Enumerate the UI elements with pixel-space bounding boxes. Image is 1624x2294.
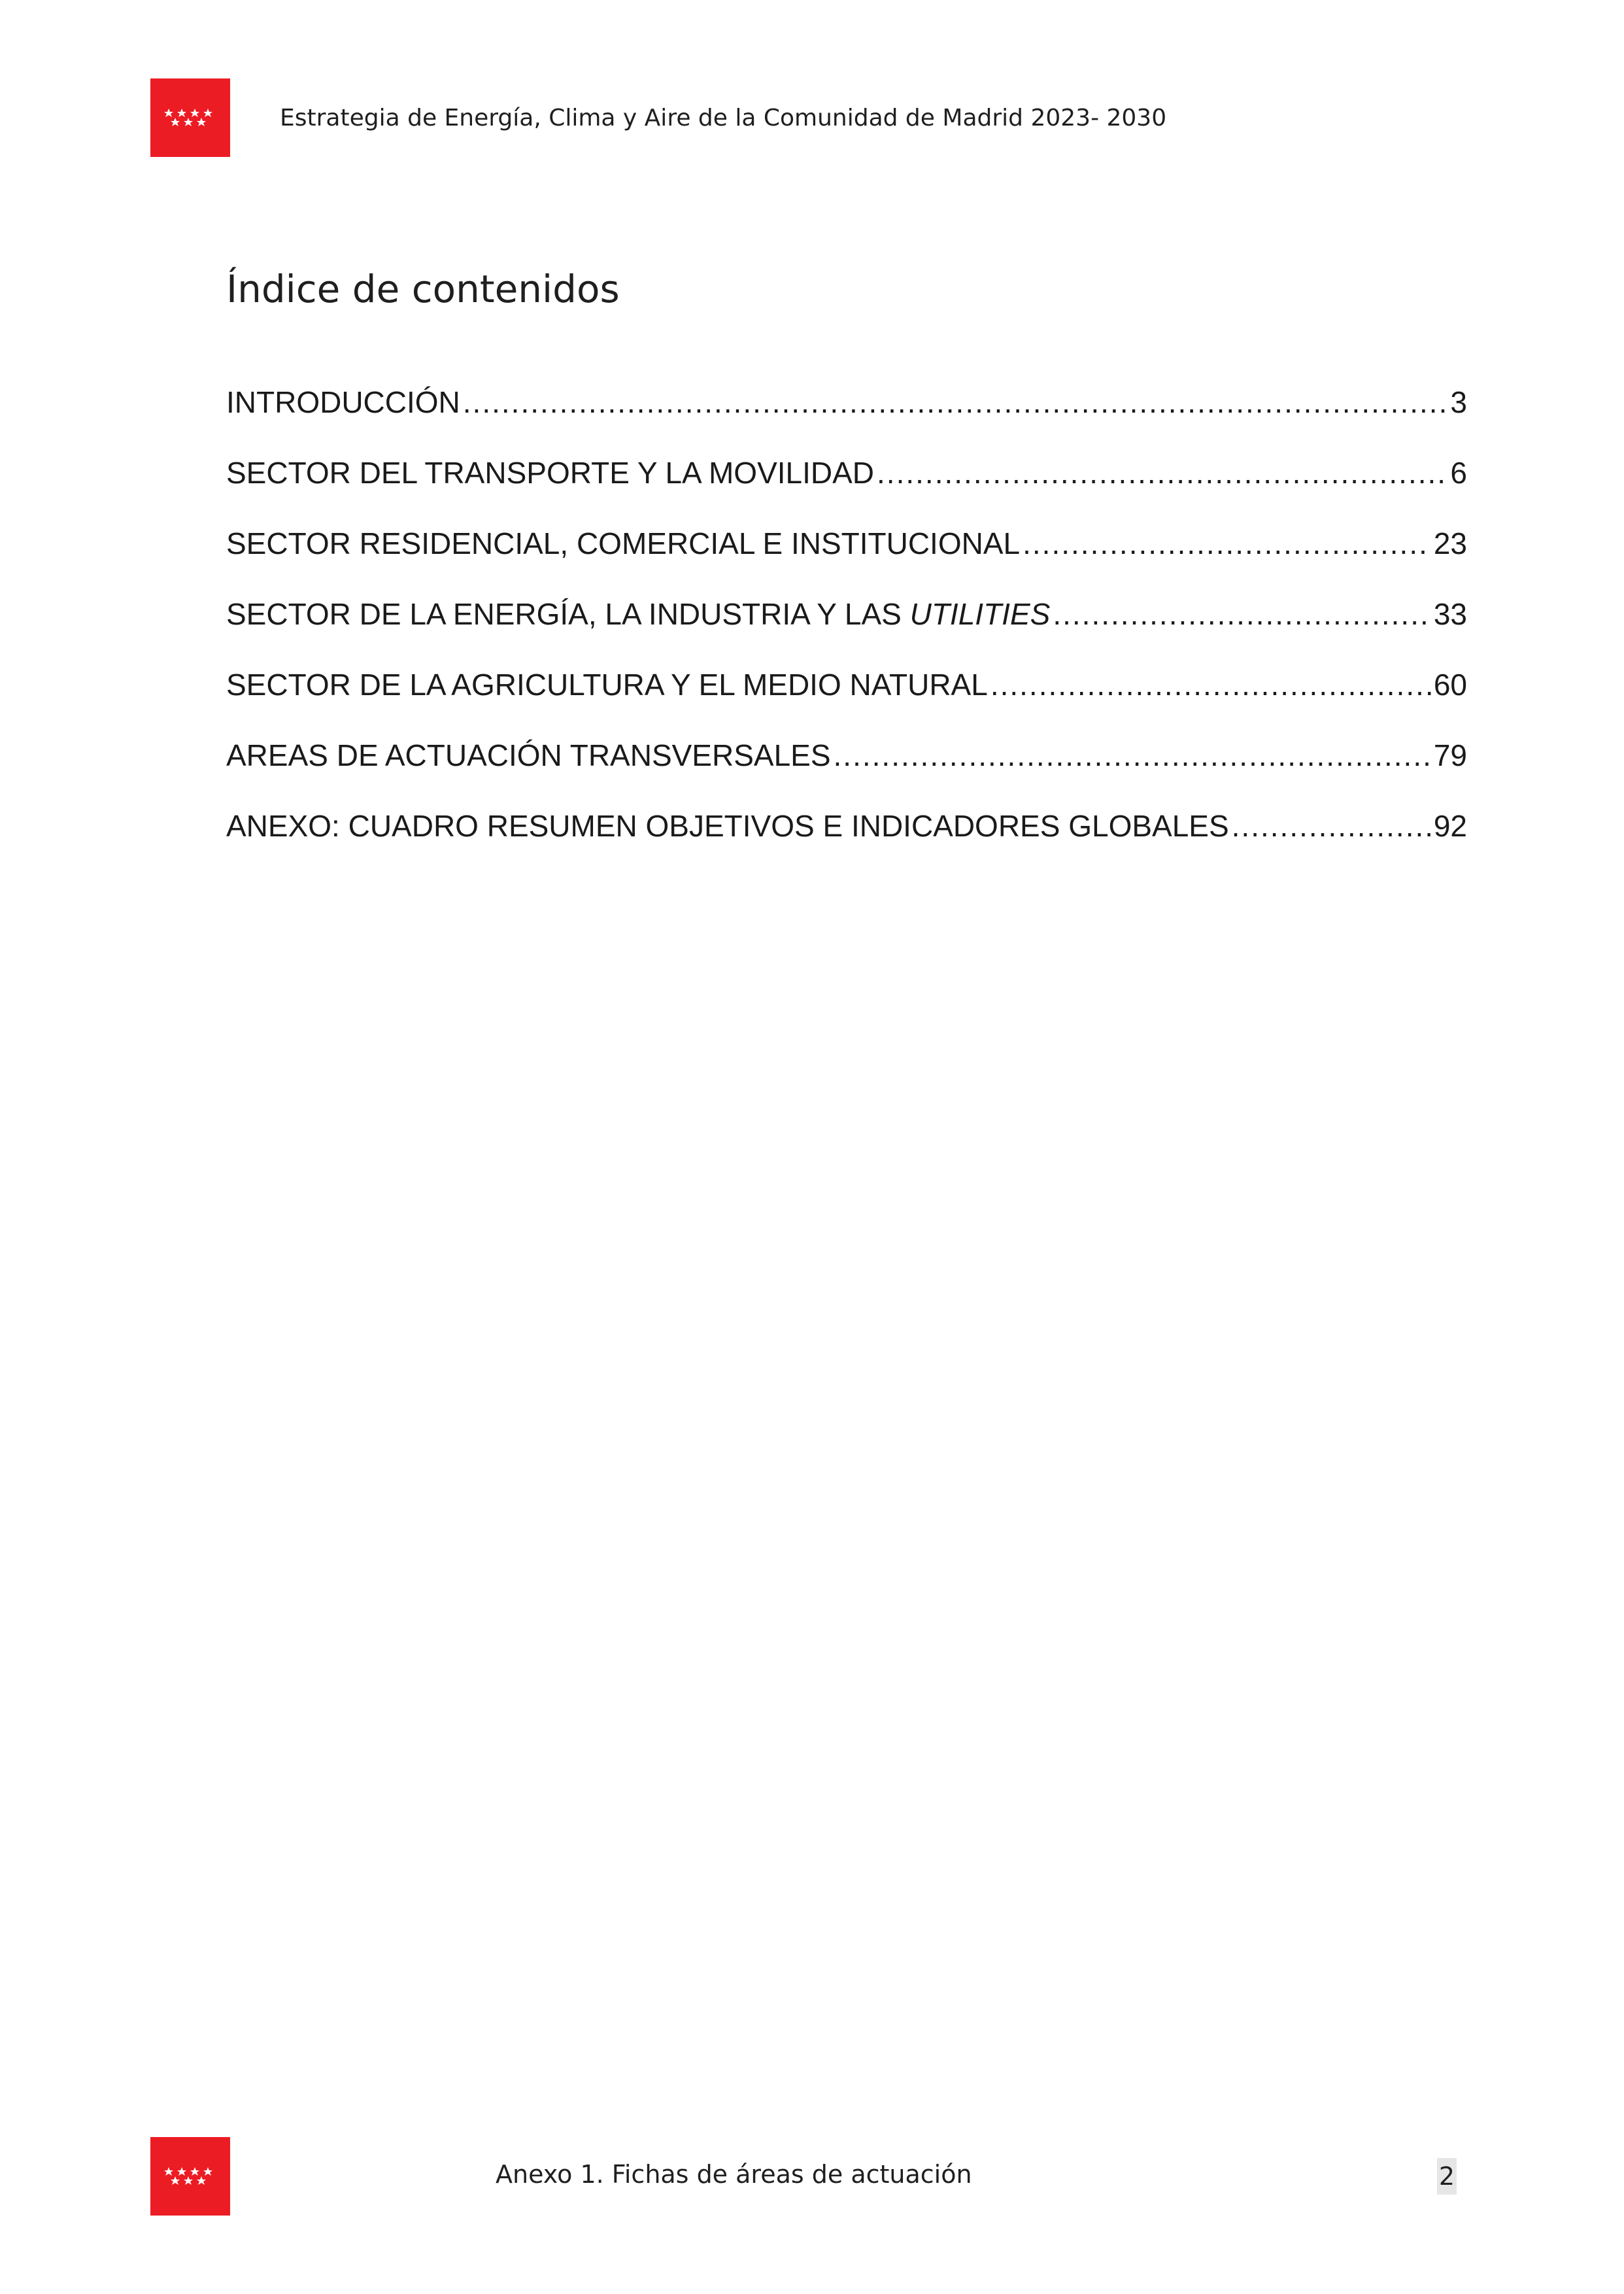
toc-entry-label: INTRODUCCIÓN	[226, 385, 460, 419]
toc-entry-anexo[interactable]	[226, 808, 1467, 879]
comunidad-madrid-logo-footer	[150, 2137, 230, 2216]
toc-entry-page: 92	[1433, 809, 1467, 843]
toc-entry-label-italic: UTILITIES	[909, 597, 1051, 631]
toc-leader-dots	[1023, 526, 1431, 561]
toc-entry-label-text: SECTOR DE LA ENERGÍA, LA INDUSTRIA Y LAS	[226, 597, 910, 631]
toc-entry-label: SECTOR DE LA AGRICULTURA Y EL MEDIO NATURAL	[226, 668, 988, 702]
toc-leader-dots	[990, 667, 1431, 702]
footer-text: Anexo 1. Fichas de áreas de actuación	[496, 2160, 972, 2189]
document-header-title: Estrategia de Energía, Clima y Aire de la Comunidad de Madrid 2023- 2030	[280, 105, 1167, 131]
toc-entry-label: AREAS DE ACTUACIÓN TRANSVERSALES	[226, 738, 831, 772]
table-of-contents	[226, 385, 1467, 879]
stars-icon	[150, 78, 230, 157]
toc-entry-page: 60	[1433, 668, 1467, 702]
toc-entry-residencial[interactable]	[226, 526, 1467, 596]
page-number: 2	[1437, 2158, 1457, 2195]
toc-entry-energia[interactable]	[226, 596, 1467, 667]
toc-leader-dots	[1232, 808, 1431, 844]
toc-entry-page: 23	[1433, 526, 1467, 560]
toc-entry-page: 79	[1433, 738, 1467, 772]
toc-entry-label: ANEXO: CUADRO RESUMEN OBJETIVOS E INDICADORES GLOBALES	[226, 809, 1229, 843]
toc-entry-label: SECTOR DEL TRANSPORTE Y LA MOVILIDAD	[226, 456, 875, 490]
toc-entry-transporte[interactable]	[226, 455, 1467, 526]
toc-heading: Índice de contenidos	[226, 267, 620, 311]
toc-entry-page: 33	[1433, 597, 1467, 631]
stars-icon	[150, 2137, 230, 2216]
toc-entry-transversales[interactable]	[226, 738, 1467, 808]
toc-entry-agricultura[interactable]	[226, 667, 1467, 738]
toc-entry-label	[226, 596, 1050, 632]
toc-leader-dots	[834, 738, 1431, 773]
toc-entry-page: 3	[1450, 385, 1467, 419]
toc-leader-dots	[463, 385, 1448, 420]
toc-leader-dots	[877, 455, 1447, 490]
toc-entry-label: SECTOR RESIDENCIAL, COMERCIAL E INSTITUCIONAL	[226, 526, 1021, 560]
toc-leader-dots	[1053, 596, 1431, 632]
toc-entry-introduccion[interactable]	[226, 385, 1467, 455]
comunidad-madrid-logo	[150, 78, 230, 157]
toc-entry-page: 6	[1450, 456, 1467, 490]
